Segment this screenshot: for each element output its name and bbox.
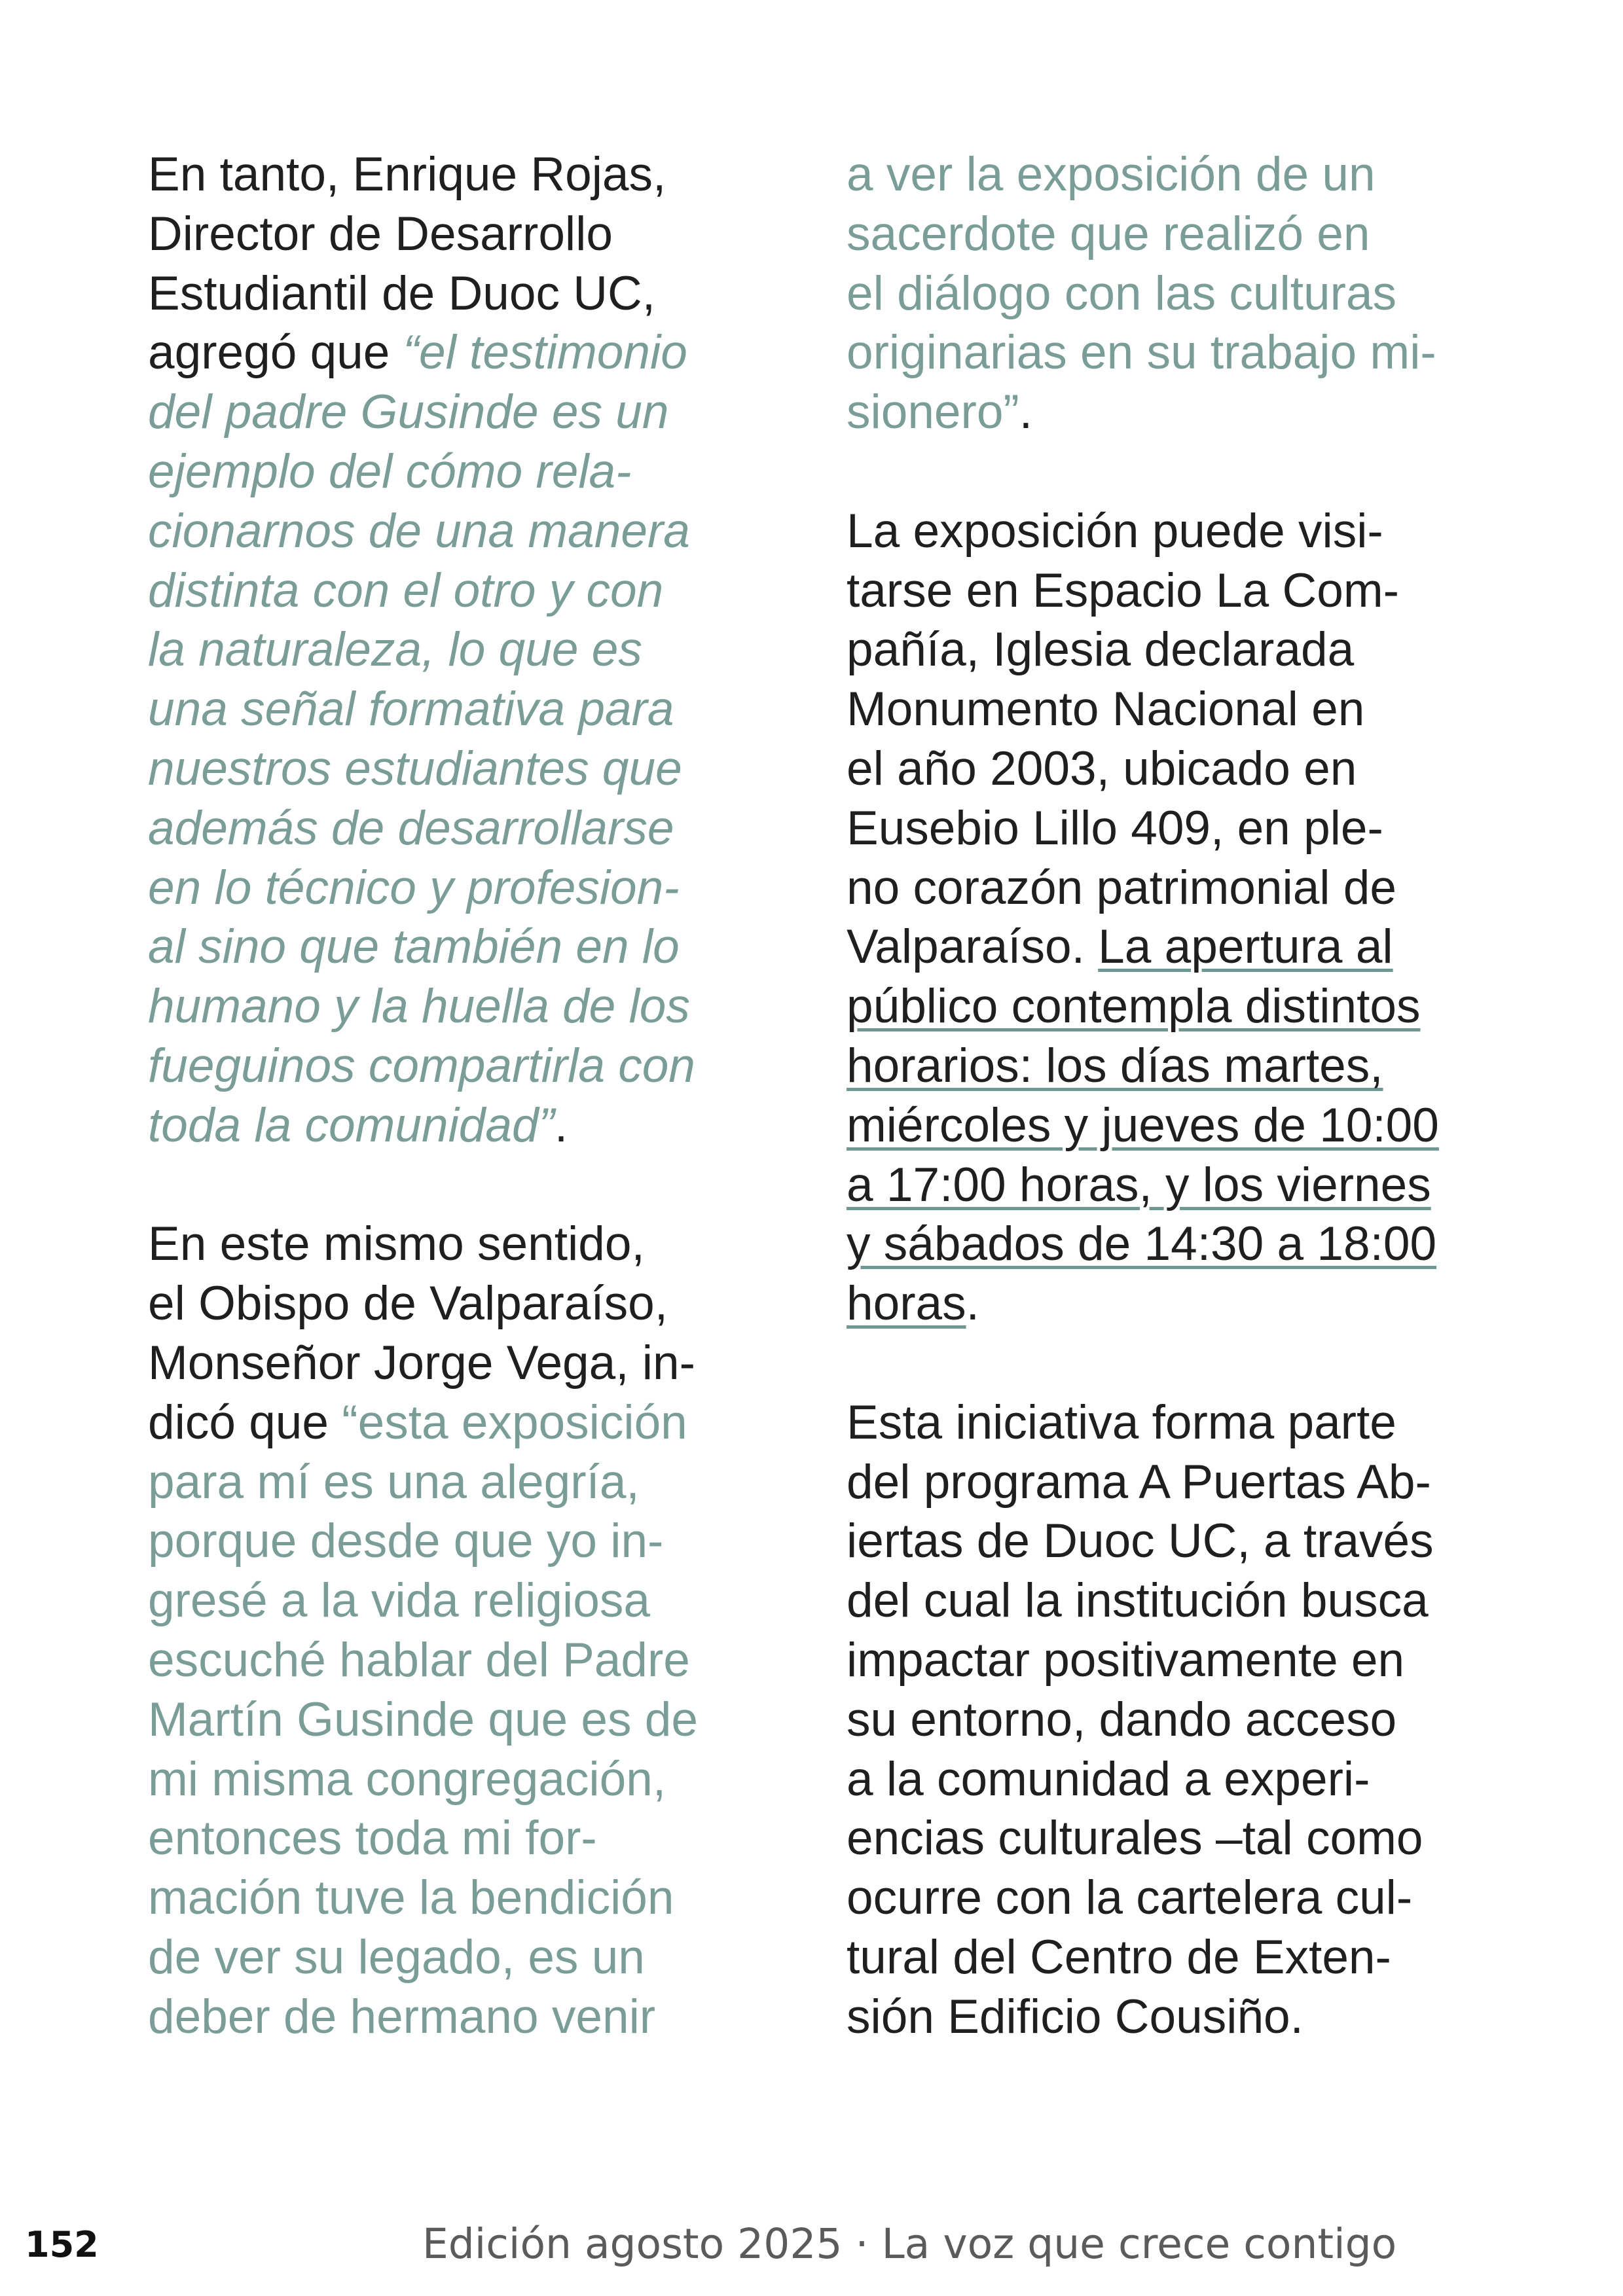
text-line	[148, 1453, 757, 1513]
text-line	[847, 1393, 1501, 1453]
text-segment: pañía, Iglesia declarada	[847, 623, 1355, 677]
text-line	[148, 1571, 757, 1631]
text-line	[148, 442, 757, 502]
text-line	[148, 680, 757, 740]
text-line	[847, 1869, 1501, 1928]
paragraph-gap	[847, 442, 1501, 502]
text-segment: toda la comunidad”	[148, 1098, 555, 1152]
text-line	[847, 1512, 1501, 1571]
text-line	[847, 1571, 1501, 1631]
text-segment: “esta exposición	[342, 1395, 687, 1449]
text-line	[148, 1869, 757, 1928]
text-segment: mi misma congregación,	[148, 1752, 666, 1806]
paragraph-obispo-vega	[148, 1215, 757, 2047]
text-segment: miércoles y jueves de 10:00	[847, 1098, 1439, 1152]
text-line	[847, 562, 1501, 621]
text-segment: la naturaleza, lo que es	[148, 623, 642, 677]
text-line	[847, 1037, 1501, 1096]
text-segment: La apertura al	[1098, 920, 1393, 974]
text-segment: porque desde que yo in-	[148, 1515, 664, 1568]
text-line	[148, 502, 757, 562]
text-segment: el diálogo con las culturas	[847, 266, 1396, 320]
text-line	[148, 1928, 757, 1988]
text-line	[847, 620, 1501, 680]
text-segment: originarias en su trabajo mi-	[847, 326, 1436, 380]
text-segment: en lo técnico y profesion-	[148, 861, 680, 914]
text-segment: horas	[847, 1277, 966, 1331]
text-line	[847, 1096, 1501, 1156]
text-segment: no corazón patrimonial de	[847, 861, 1396, 914]
text-line	[148, 1750, 757, 1810]
text-line	[148, 1096, 757, 1156]
text-line	[847, 918, 1501, 977]
text-line	[148, 1037, 757, 1096]
text-line	[148, 1274, 757, 1334]
text-segment: cionarnos de una manera	[148, 504, 690, 558]
text-segment: .	[1019, 386, 1033, 439]
text-segment: .	[554, 1098, 568, 1152]
text-segment: además de desarrollarse	[148, 801, 674, 855]
text-segment: y sábados de 14:30 a 18:00	[847, 1217, 1437, 1271]
text-segment: del cual la institución busca	[847, 1574, 1429, 1628]
text-line	[847, 680, 1501, 740]
text-segment: al sino que también en lo	[148, 920, 680, 974]
text-line	[148, 1809, 757, 1869]
text-segment: nuestros estudiantes que	[148, 742, 682, 795]
text-segment: Monumento Nacional en	[847, 683, 1365, 736]
text-line	[148, 145, 757, 205]
text-segment: el Obispo de Valparaíso,	[148, 1277, 668, 1331]
text-line	[847, 1988, 1501, 2047]
text-line	[847, 1156, 1501, 1215]
footer-edition-text: Edición agosto 2025 · La voz que crece contigo	[422, 2220, 1397, 2268]
text-segment: tarse en Espacio La Com-	[847, 564, 1399, 617]
text-segment: Director de Desarrollo	[148, 207, 613, 260]
paragraph-exposicion-horarios	[847, 502, 1501, 1334]
text-line	[847, 977, 1501, 1037]
text-line	[148, 1334, 757, 1393]
text-segment: iertas de Duoc UC, a través	[847, 1515, 1434, 1568]
text-line	[847, 383, 1501, 442]
text-segment: entonces toda mi for-	[148, 1812, 597, 1865]
text-segment: una señal formativa para	[148, 683, 674, 736]
text-line	[148, 977, 757, 1037]
left-column	[148, 145, 757, 2047]
right-column	[847, 145, 1501, 2047]
text-segment: tural del Centro de Exten-	[847, 1930, 1391, 1984]
paragraph-gap	[847, 1334, 1501, 1393]
text-line	[847, 1631, 1501, 1691]
text-segment: a ver la exposición de un	[847, 148, 1376, 201]
text-segment: Eusebio Lillo 409, en ple-	[847, 801, 1383, 855]
text-line	[847, 859, 1501, 918]
text-line	[148, 740, 757, 799]
text-line	[148, 264, 757, 324]
text-line	[148, 205, 757, 264]
text-segment: ejemplo del cómo rela-	[148, 444, 632, 498]
text-line	[148, 323, 757, 383]
text-segment: sión Edificio Cousiño.	[847, 1990, 1304, 2043]
text-line	[847, 1453, 1501, 1513]
text-line	[148, 1631, 757, 1691]
text-segment: .	[966, 1277, 979, 1331]
paragraph-gap	[148, 1156, 757, 1215]
text-line	[847, 264, 1501, 324]
text-line	[847, 205, 1501, 264]
text-segment: horarios: los días martes,	[847, 1039, 1383, 1092]
text-segment: mación tuve la bendición	[148, 1871, 674, 1925]
text-line	[148, 1393, 757, 1453]
text-line	[148, 383, 757, 442]
text-line	[148, 620, 757, 680]
text-segment: agregó que	[148, 326, 403, 380]
text-segment: del padre Gusinde es un	[148, 386, 669, 439]
text-line	[847, 145, 1501, 205]
text-line	[148, 1215, 757, 1274]
text-segment: el año 2003, ubicado en	[847, 742, 1357, 795]
paragraph-puertas-abiertas	[847, 1393, 1501, 2047]
text-line	[847, 323, 1501, 383]
text-line	[847, 1274, 1501, 1334]
text-segment: de ver su legado, es un	[148, 1930, 645, 1984]
text-segment: La exposición puede visi-	[847, 504, 1383, 558]
text-segment: En este mismo sentido,	[148, 1217, 645, 1271]
text-line	[847, 1215, 1501, 1274]
text-segment: dicó que	[148, 1395, 342, 1449]
text-segment: Estudiantil de Duoc UC,	[148, 266, 655, 320]
text-segment: “el testimonio	[403, 326, 687, 380]
text-line	[847, 1809, 1501, 1869]
text-line	[847, 1691, 1501, 1750]
text-segment: para mí es una alegría,	[148, 1455, 640, 1509]
text-segment: impactar positivamente en	[847, 1633, 1405, 1687]
text-segment: encias culturales –tal como	[847, 1812, 1423, 1865]
text-segment: público contempla distintos	[847, 980, 1421, 1033]
text-segment: deber de hermano venir	[148, 1990, 656, 2043]
text-line	[847, 1928, 1501, 1988]
text-segment: Esta iniciativa forma parte	[847, 1395, 1396, 1449]
text-segment: Martín Gusinde que es de	[148, 1693, 698, 1746]
text-segment: En tanto, Enrique Rojas,	[148, 148, 666, 201]
text-segment: distinta con el otro y con	[148, 564, 664, 617]
text-segment: Valparaíso.	[847, 920, 1099, 974]
text-line	[847, 1750, 1501, 1810]
text-line	[148, 799, 757, 859]
text-segment: fueguinos compartirla con	[148, 1039, 695, 1092]
text-line	[148, 918, 757, 977]
text-segment: sionero”	[847, 386, 1019, 439]
text-segment: a la comunidad a experi-	[847, 1752, 1370, 1806]
text-segment: ocurre con la cartelera cul-	[847, 1871, 1413, 1925]
text-segment: Monseñor Jorge Vega, in-	[148, 1336, 695, 1390]
text-line	[148, 859, 757, 918]
page-number: 152	[25, 2224, 99, 2265]
text-segment: a 17:00 horas, y los viernes	[847, 1158, 1431, 1211]
text-line	[148, 562, 757, 621]
text-segment: del programa A Puertas Ab-	[847, 1455, 1431, 1509]
page-footer	[0, 2219, 1623, 2278]
text-segment: su entorno, dando acceso	[847, 1693, 1397, 1746]
text-segment: humano y la huella de los	[148, 980, 690, 1033]
paragraph-quote-continuation	[847, 145, 1501, 442]
text-line	[148, 1512, 757, 1571]
text-line	[847, 502, 1501, 562]
text-segment: sacerdote que realizó en	[847, 207, 1370, 260]
paragraph-enrique-rojas	[148, 145, 757, 1156]
text-line	[847, 740, 1501, 799]
text-line	[148, 1691, 757, 1750]
text-segment: escuché hablar del Padre	[148, 1633, 690, 1687]
text-segment: gresé a la vida religiosa	[148, 1574, 650, 1628]
text-line	[847, 799, 1501, 859]
text-line	[148, 1988, 757, 2047]
